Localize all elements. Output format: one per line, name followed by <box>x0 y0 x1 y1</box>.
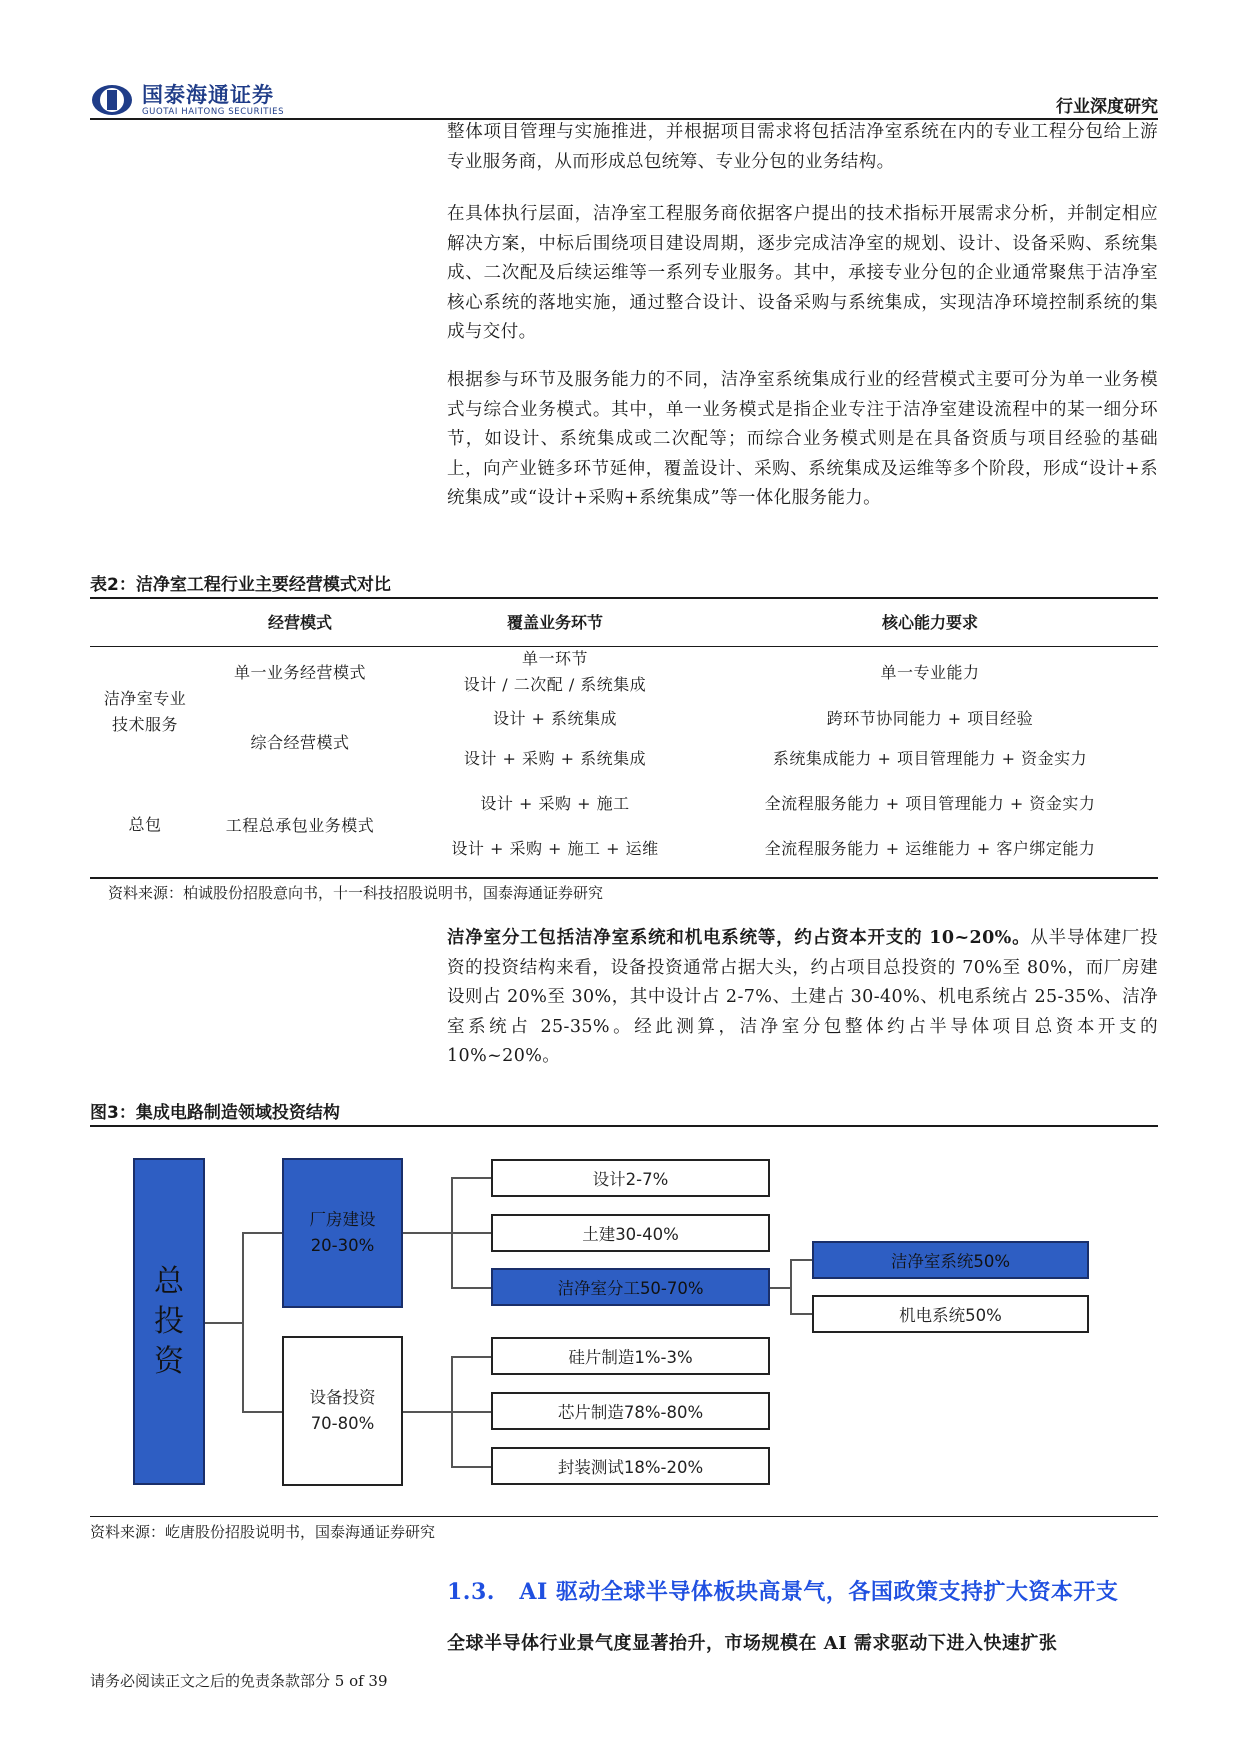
table-cell-capability: 全流程服务能力 + 项目管理能力 + 资金实力 <box>764 794 1096 813</box>
connector-line <box>242 1411 282 1413</box>
logo-mark-icon <box>90 83 134 117</box>
box-chip-manufacturing: 芯片制造78%-80% <box>491 1392 770 1430</box>
figure-source: 资料来源：屹唐股份招股说明书，国泰海通证券研究 <box>90 1523 436 1541</box>
table-cell-coverage: 单一环节 设计 / 二次配 / 系统集成 <box>463 649 647 694</box>
connector-line <box>403 1411 451 1413</box>
table-source: 资料来源：柏诚股份招股意向书，十一科技招股说明书，国泰海通证券研究 <box>108 884 604 902</box>
box-cleanroom-subcontract: 洁净室分工50-70% <box>491 1268 770 1306</box>
paragraph-1: 整体项目管理与实施推进，并根据项目需求将包括洁净室系统在内的专业工程分包给上游专业服务商，从而形成总包统筹、专业分包的业务结构。 <box>447 122 1158 172</box>
connector-line <box>770 1287 790 1289</box>
connector-line <box>451 1177 491 1179</box>
table-header-mode: 经营模式 <box>267 613 332 632</box>
report-type: 行业深度研究 <box>1056 97 1158 117</box>
connector-line <box>403 1232 451 1234</box>
paragraph-2: 在具体执行层面，洁净室工程服务商依据客户提出的技术指标开展需求分析，并制定相应解决方案，中标后围绕项目建设周期，逐步完成洁净室的规划、设计、设备采购、系统集成、二次配及后续运维等一系列专业服务。其中，承接专业分包的企业通常聚焦于洁净室核心系统的落地实施，通过整合设计、设备采购与系统集成，实现洁净环境控制系统的集成与交付。 <box>447 204 1158 342</box>
box-civil: 土建30-40% <box>491 1214 770 1252</box>
table-bottom-rule <box>90 877 1158 879</box>
table-title: 表2：洁净室工程行业主要经营模式对比 <box>90 575 391 595</box>
box-equipment-investment: 设备投资 70-80% <box>282 1336 403 1486</box>
paragraph-4 <box>447 924 1158 1072</box>
paragraph-3: 根据参与环节及服务能力的不同，洁净室系统集成行业的经营模式主要可分为单一业务模式与综合业务模式。其中，单一业务模式是指企业专注于洁净室建设流程中的某一细分环节，如设计、系统集成或二次配等；而综合业务模式则是在具备资质与项目经验的基础上，向产业链多环节延伸，覆盖设计、采购、系统集成及运维等多个阶段，形成“设计+系统集成”或“设计+采购+系统集成”等一体化服务能力。 <box>447 370 1158 508</box>
table-cell-coverage: 设计 + 采购 + 施工 + 运维 <box>451 839 659 858</box>
logo-en: GUOTAI HAITONG SECURITIES <box>142 106 285 117</box>
table-mode-general: 工程总承包业务模式 <box>225 816 375 835</box>
connector-line <box>790 1259 812 1261</box>
logo-cn: 国泰海通证券 <box>142 82 274 107</box>
figure-bottom-rule <box>90 1516 1158 1517</box>
page-footer: 请务必阅读正文之后的免责条款部分 5 of 39 <box>90 1672 388 1690</box>
connector-line <box>790 1259 792 1314</box>
table-cell-coverage: 设计 + 采购 + 系统集成 <box>463 749 647 768</box>
table-header-capability: 核心能力要求 <box>881 613 978 632</box>
box-mep-system: 机电系统50% <box>812 1295 1089 1333</box>
figure-top-rule <box>90 1125 1158 1127</box>
connector-line <box>242 1232 244 1412</box>
table-cell-capability: 全流程服务能力 + 运维能力 + 客户绑定能力 <box>764 839 1096 858</box>
connector-line <box>790 1313 812 1315</box>
connector-line <box>451 1287 491 1289</box>
paragraph-4-lead: 洁净室分工包括洁净室系统和机电系统等，约占资本开支的 10~20%。 <box>447 928 1031 948</box>
connector-line <box>205 1322 243 1324</box>
box-wafer-manufacturing: 硅片制造1%-3% <box>491 1337 770 1375</box>
table-mode-single: 单一业务经营模式 <box>233 663 366 682</box>
section-heading: 1.3. AI 驱动全球半导体板块高景气，各国政策支持扩大资本开支 <box>447 1579 1119 1605</box>
connector-line <box>451 1411 491 1413</box>
connector-line <box>242 1232 282 1234</box>
table-mode-combined: 综合经营模式 <box>250 733 350 752</box>
connector-line <box>451 1356 491 1358</box>
connector-line <box>451 1232 491 1234</box>
company-logo <box>90 80 320 120</box>
box-packaging-testing: 封装测试18%-20% <box>491 1447 770 1485</box>
figure-title: 图3：集成电路制造领域投资结构 <box>90 1103 340 1123</box>
table-top-rule <box>90 597 1158 599</box>
paragraph-4-body: 从半导体建厂投资的投资结构来看，设备投资通常占据大头，约占项目总投资的 70%至 80%，而厂房建设则占 20%至 30%，其中设计占 2-7%、土建占 30-40%、机电系统占 25-35%、洁净室系统占 25-35%。经此测算，洁净室分包整体约占半导体项目总资本开支的 10%~20%。 <box>447 928 1158 1066</box>
table-cell-coverage: 设计 + 系统集成 <box>492 709 618 728</box>
section-lead: 全球半导体行业景气度显著抬升，市场规模在 AI 需求驱动下进入快速扩张 <box>447 1633 1058 1654</box>
box-total-investment: 总 投 资 <box>133 1158 205 1485</box>
table-cell-coverage: 设计 + 采购 + 施工 <box>480 794 630 813</box>
table-group-cleanroom: 洁净室专业 技术服务 <box>103 689 187 734</box>
table-cell-capability: 系统集成能力 + 项目管理能力 + 资金实力 <box>772 749 1088 768</box>
table-header-coverage: 覆盖业务环节 <box>506 613 603 632</box>
table-cell-capability: 单一专业能力 <box>880 663 980 682</box>
box-plant-construction: 厂房建设 20-30% <box>282 1158 403 1308</box>
table-group-general: 总包 <box>128 815 162 834</box>
connector-line <box>451 1466 491 1468</box>
table-cell-capability: 跨环节协同能力 + 项目经验 <box>826 709 1034 728</box>
box-cleanroom-system: 洁净室系统50% <box>812 1241 1089 1279</box>
box-design: 设计2-7% <box>491 1159 770 1197</box>
